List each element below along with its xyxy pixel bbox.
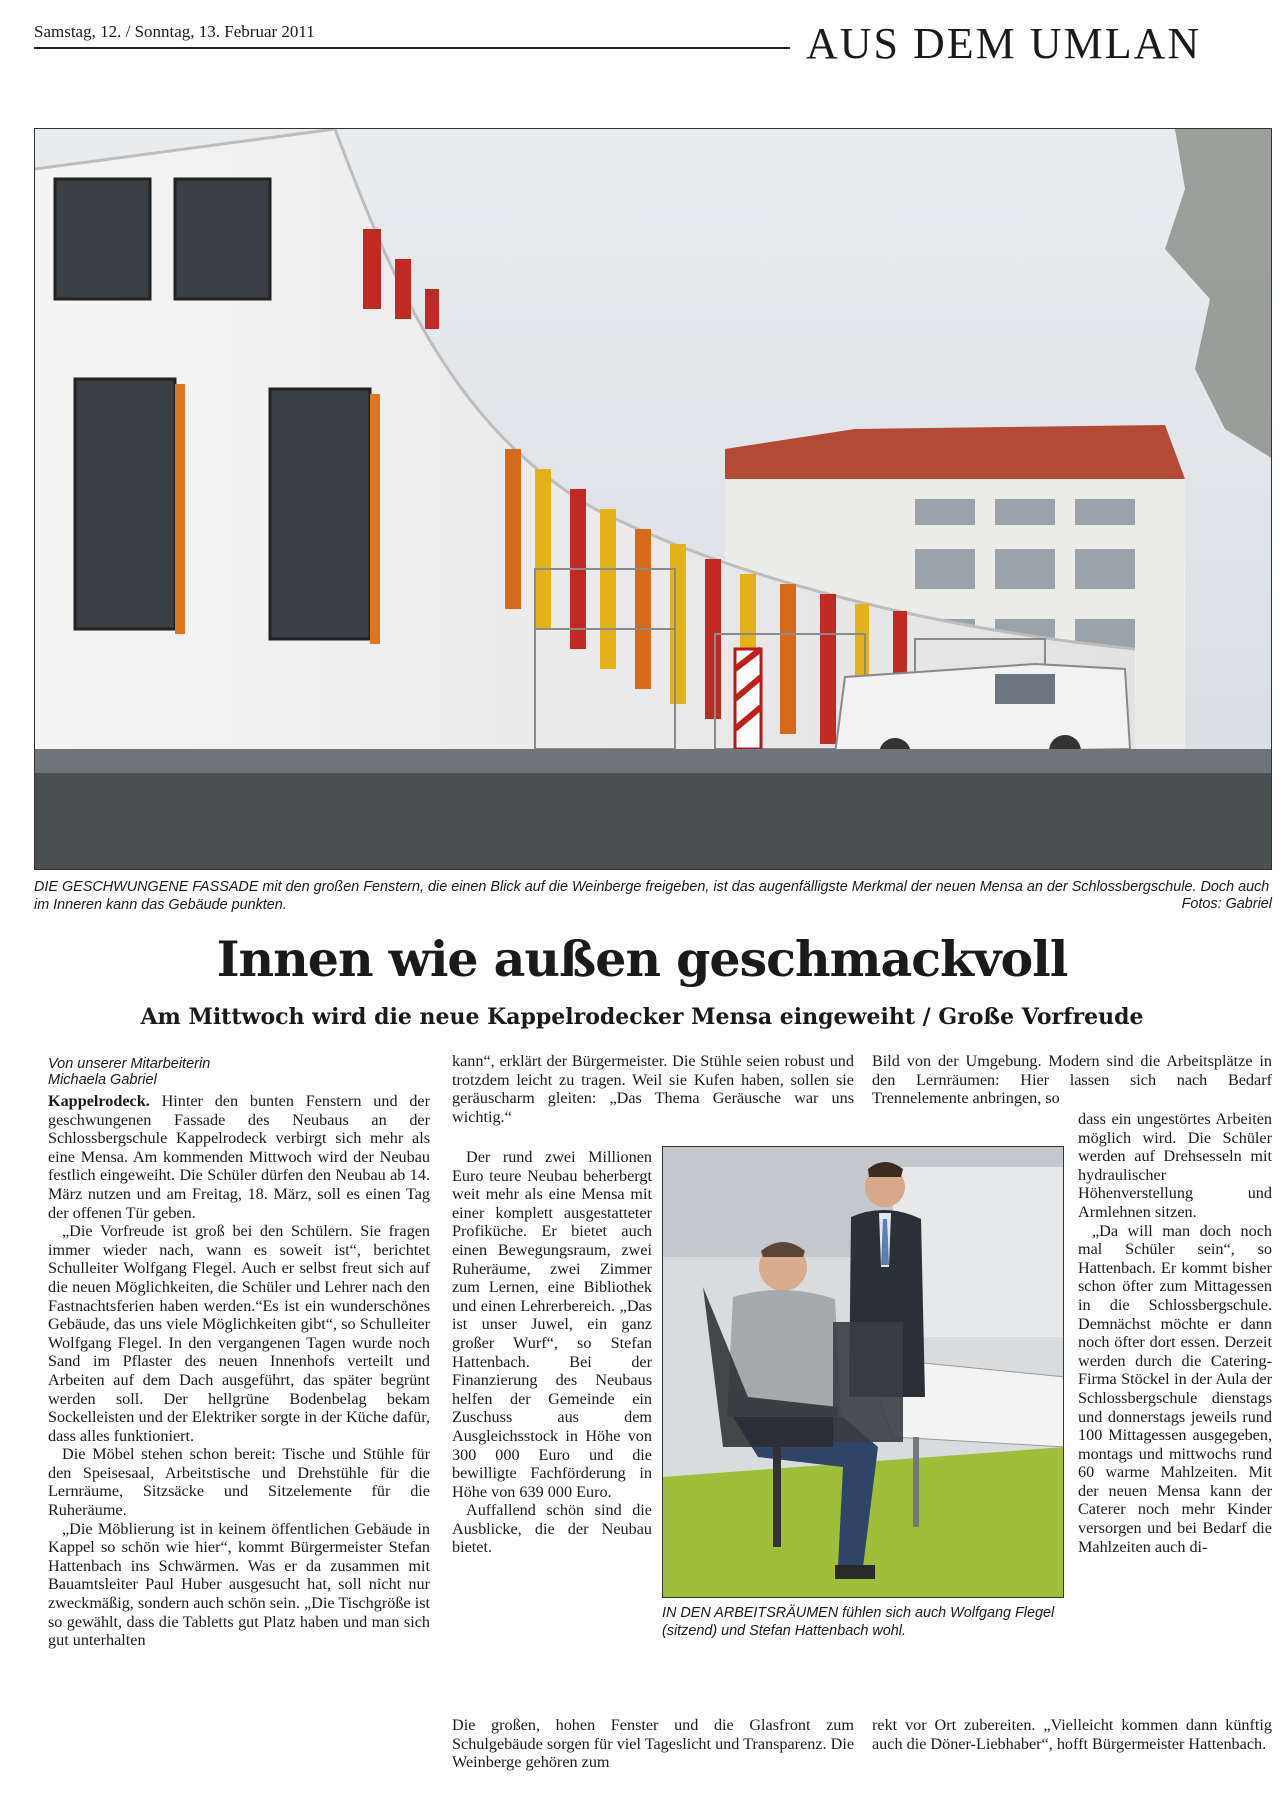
article-column-1 [48, 1052, 430, 1650]
paragraph: Auffallend schön sind die Ausblicke, die der Neubau bietet. [452, 1501, 652, 1557]
header-rule [34, 47, 790, 49]
paragraph: „Da will man doch noch mal Schüler sein“, so Hattenbach. Er kommt bisher schon öfter zum Mittagessen in die Schlossbergschule. Demnächst möchte er dann noch öfter dort essen. Derzeit werden durch die Catering-Firma Stöckel in der Aula der Schlossbergschule dienstags und donnerstags jeweils rund 100 Mittagessen ausgegeben, montags und mittwochs rund 60 warme Mahlzeiten. Mit der neuen Mensa kann der Caterer noch mehr Kinder versorgen und bei Bedarf die Mahlzeiten auch di- [1078, 1221, 1272, 1556]
paragraph: „Die Möblierung ist in keinem öffentlichen Gebäude in Kappel so schön wie hier“, kommt Bürgermeister Stefan Hattenbach ins Schwärmen. Was er da zusammen mit Bauamtsleiter Paul Huber ausgesucht hat, soll nicht nur zweckmäßig, sondern auch schön sein. „Die Tischgröße ist so gewählt, dass die Tabletts gut Platz haben und man sich gut unterhalten [48, 1519, 430, 1650]
workroom-photo-caption: IN DEN ARBEITSRÄUMEN fühlen sich auch Wolfgang Flegel (sitzend) und Stefan Hattenbach wohl. [662, 1605, 1055, 1639]
paragraph: rekt vor Ort zubereiten. „Vielleicht kommen dann künftig auch die Döner-Liebhaber“, hofft Bürgermeister Hattenbach. [872, 1716, 1272, 1753]
paragraph: kann“, erklärt der Bürgermeister. Die Stühle seien robust und trotzdem leicht zu tragen. Weil sie Kufen haben, sollen sie geräuscharm gleiten: „Das Thema Geräusche war uns wichtig.“ [452, 1052, 854, 1126]
article-headline: Innen wie außen geschmackvoll [216, 930, 1068, 988]
paragraph-text: Hinter den bunten Fenstern und der geschwungenen Fassade des Neubaus an der Schlossbergschule Kappelrodeck verbirgt sich mehr als eine Mensa. Am kommenden Mittwoch wird der Neubau festlich eingeweiht. Die Schüler dürfen den Neubau ab 14. März nutzen und am Freitag, 18. März, soll es einen Tag der offenen Tür geben. [48, 1092, 430, 1222]
facade-photo-caption [34, 878, 1272, 914]
paragraph: dass ein ungestörtes Arbeiten möglich wird. Die Schüler werden auf Drehsesseln mit hydraulischer Höhenverstellung und Armlehnen sitzen. [1078, 1110, 1272, 1221]
article-column-3-bottom [872, 1716, 1272, 1753]
article-subhead: Am Mittwoch wird die neue Kappelrodecker Mensa eingeweiht / Große Vorfreude [140, 1004, 1144, 1030]
caption-text: mit den großen Fenstern, die einen Blick auf die Weinberge freigeben, ist das augenfälligste Merkmal der neuen Mensa an der Schlossbergschule. Doch auch im Inneren kann das Gebäude punkten. [34, 879, 1270, 913]
paragraph: „Die Vorfreude ist groß bei den Schülern. Sie fragen immer wieder nach, wann es soweit ist“, berichtet Schulleiter Wolfgang Flegel. Auch er selbst freut sich auf die neuen Möglichkeiten, die Schüler und Lehrer nach den Fastnachtsferien haben werden.“Es ist ein wunderschönes Gebäude, das uns viele Möglichkeiten gibt“, so Schulleiter Wolfgang Flegel. In den vergangenen Tagen wurde noch Sand im Pflaster des neuen Innenhofs verteilt und Arbeiten auf dem Dach ausgeführt, das später begrünt werden soll. Der hellgrüne Bodenbelag bekam Sockelleisten und der Elektriker sorgte in der Küche dafür, dass alles funktioniert. [48, 1222, 430, 1445]
workroom-photo [662, 1146, 1064, 1598]
paragraph [48, 1092, 430, 1222]
article-column-2-bottom [452, 1716, 854, 1772]
facade-photo [34, 128, 1272, 870]
section-title: AUS DEM UMLAN [806, 19, 1202, 68]
dateline-place: Kappelrodeck. [48, 1092, 150, 1110]
issue-date: Samstag, 12. / Sonntag, 13. Februar 2011 [34, 22, 315, 41]
paragraph: Bild von der Umgebung. Modern sind die Arbeitsplätze in den Lernräumen: Hier lassen sich nach Bedarf Trennelemente anbringen, so [872, 1052, 1272, 1108]
byline-author: Michaela Gabriel [48, 1072, 157, 1088]
byline-role: Von unserer Mitarbeiterin [48, 1056, 211, 1072]
paragraph: Die Möbel stehen schon bereit: Tische und Stühle für den Speisesaal, Arbeitstische und Drehstühle für die Lernräume, Sitzsäcke und Sitzelemente für die Ruheräume. [48, 1445, 430, 1520]
article-column-2-narrow [452, 1148, 652, 1557]
article-column-3-top [872, 1052, 1272, 1108]
article-column-3-narrow [1078, 1110, 1272, 1556]
paragraph: Die großen, hohen Fenster und die Glasfront zum Schulgebäude sorgen für viel Tageslicht und Transparenz. Die Weinberge gehören zum [452, 1716, 854, 1772]
photo-credit: Fotos: Gabriel [1181, 896, 1272, 912]
caption-lead: DIE GESCHWUNGENE FASSADE [34, 879, 259, 895]
paragraph: Der rund zwei Millionen Euro teure Neubau beherbergt weit mehr als eine Mensa mit einer komplett ausgestatteter Profiküche. Er bietet auch einen Bewegungsraum, zwei Ruheräume, zwei Zimmer zum Lernen, eine Bibliothek und einen Lehrerbereich. „Das ist unser Juwel, ein ganz großer Wurf“, so Stefan Hattenbach. Bei der Finanzierung des Neubaus helfen der Gemeinde ein Zuschuss aus dem Ausgleichsstock in Höhe von 300 000 Euro und die bewilligte Fachförderung in Höhe von 639 000 Euro. [452, 1148, 652, 1501]
article-column-2-top [452, 1052, 854, 1126]
